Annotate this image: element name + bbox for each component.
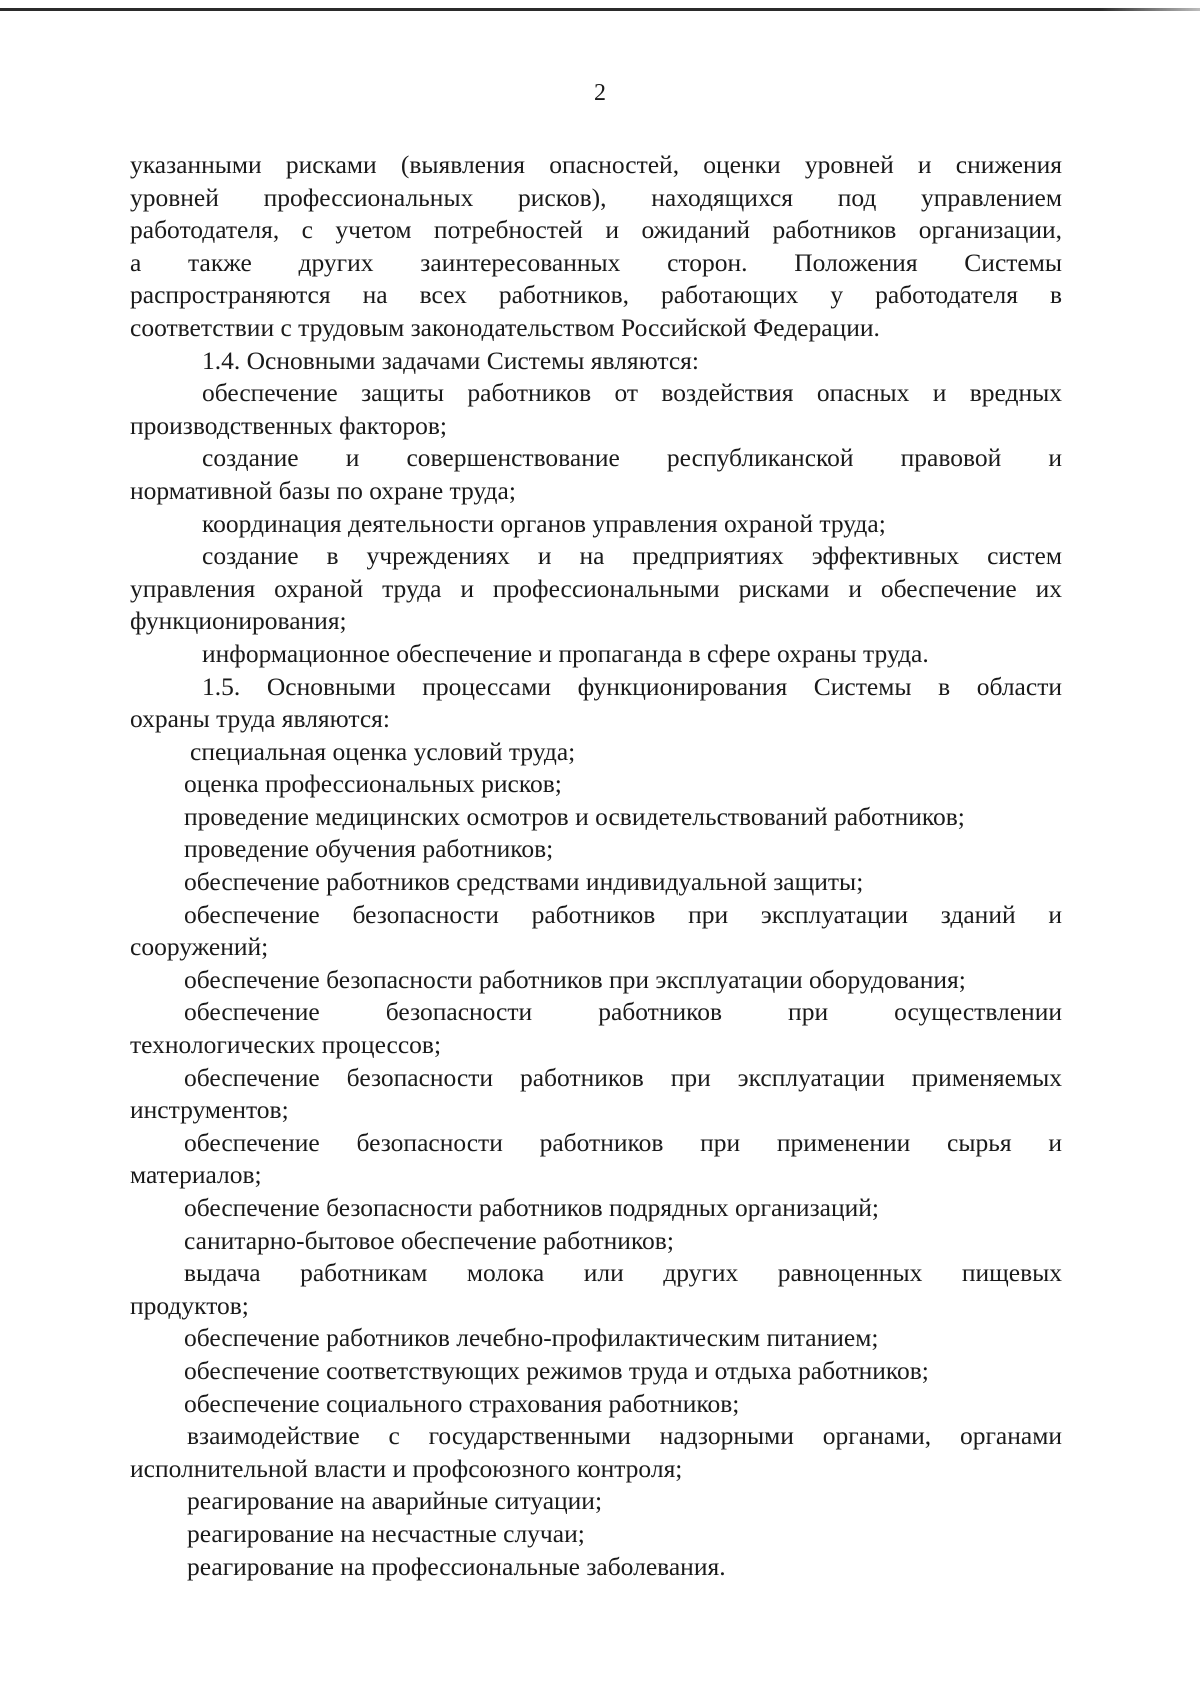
list-item: обеспечение работников средствами индивидуальной защиты;	[184, 867, 864, 897]
list-item: проведение обучения работников;	[184, 834, 554, 864]
document-body	[130, 149, 1062, 1583]
text-line: технологических процессов;	[130, 1030, 442, 1060]
list-item: реагирование на аварийные ситуации;	[187, 1486, 603, 1516]
page-number: 2	[594, 80, 606, 106]
text-line: создание и совершенствование республиканской правовой и	[202, 443, 1062, 473]
text-line: сооружений;	[130, 932, 269, 962]
top-border-rule	[0, 8, 1200, 11]
list-item: санитарно-бытовое обеспечение работников;	[184, 1225, 674, 1255]
list-item: обеспечение безопасности работников подрядных организаций;	[184, 1193, 879, 1222]
text-line: управления охраной труда и профессиональными рисками и обеспечение их	[130, 573, 1062, 603]
text-line: нормативной базы по охране труда;	[130, 475, 516, 505]
text-line: исполнительной власти и профсоюзного контроля;	[130, 1453, 683, 1483]
text-line: координация деятельности органов управления охраной труда;	[202, 508, 886, 538]
text-line: обеспечение защиты работников от воздействия опасных и вредных	[202, 378, 1062, 408]
text-line: соответствии с трудовым законодательством Российской Федерации.	[130, 312, 880, 342]
text-line: работодателя, с учетом потребностей и ожиданий работников организации,	[130, 215, 1062, 245]
text-line: производственных факторов;	[130, 410, 448, 440]
text-line: указанными рисками (выявления опасностей, оценки уровней и снижения	[130, 150, 1062, 179]
list-item: обеспечение безопасности работников при эксплуатации зданий и	[184, 899, 1062, 929]
text-line: инструментов;	[130, 1095, 289, 1125]
text-line: материалов;	[130, 1160, 262, 1190]
list-item: взаимодействие с государственными надзорными органами, органами	[187, 1421, 1062, 1451]
list-item: реагирование на профессиональные заболевания.	[187, 1551, 726, 1581]
text-line: продуктов;	[130, 1290, 249, 1320]
list-item: обеспечение работников лечебно-профилактическим питанием;	[184, 1323, 879, 1353]
text-line: уровней профессиональных рисков), находящихся под управлением	[130, 182, 1062, 212]
list-item: обеспечение безопасности работников при эксплуатации оборудования;	[184, 964, 966, 994]
top-border-rule-fade	[1100, 8, 1200, 11]
list-item: обеспечение соответствующих режимов труда и отдыха работников;	[184, 1355, 929, 1385]
list-item: обеспечение безопасности работников при эксплуатации применяемых	[184, 1062, 1062, 1092]
list-item: проведение медицинских осмотров и освидетельствований работников;	[184, 801, 965, 831]
list-item: обеспечение социального страхования работников;	[184, 1388, 740, 1418]
text-line: а также других заинтересованных сторон. Положения Системы	[130, 247, 1062, 277]
list-item: выдача работникам молока или других равноценных пищевых	[184, 1258, 1062, 1288]
text-line: охраны труда являются:	[130, 704, 390, 734]
text-line: информационное обеспечение и пропаганда в сфере охраны труда.	[202, 638, 929, 668]
section-heading: 1.4. Основными задачами Системы являются:	[202, 345, 699, 375]
list-item: обеспечение безопасности работников при применении сырья и	[184, 1127, 1062, 1157]
text-line: создание в учреждениях и на предприятиях эффективных систем	[202, 541, 1062, 571]
list-item: обеспечение безопасности работников при осуществлении	[184, 997, 1062, 1027]
section-heading: 1.5. Основными процессами функционирования Системы в области	[202, 671, 1062, 701]
text-line: распространяются на всех работников, работающих у работодателя в	[130, 280, 1062, 310]
text-line: функционирования;	[130, 606, 347, 636]
list-item: реагирование на несчастные случаи;	[187, 1518, 585, 1548]
list-item: оценка профессиональных рисков;	[184, 769, 562, 799]
list-item: специальная оценка условий труда;	[190, 736, 576, 766]
